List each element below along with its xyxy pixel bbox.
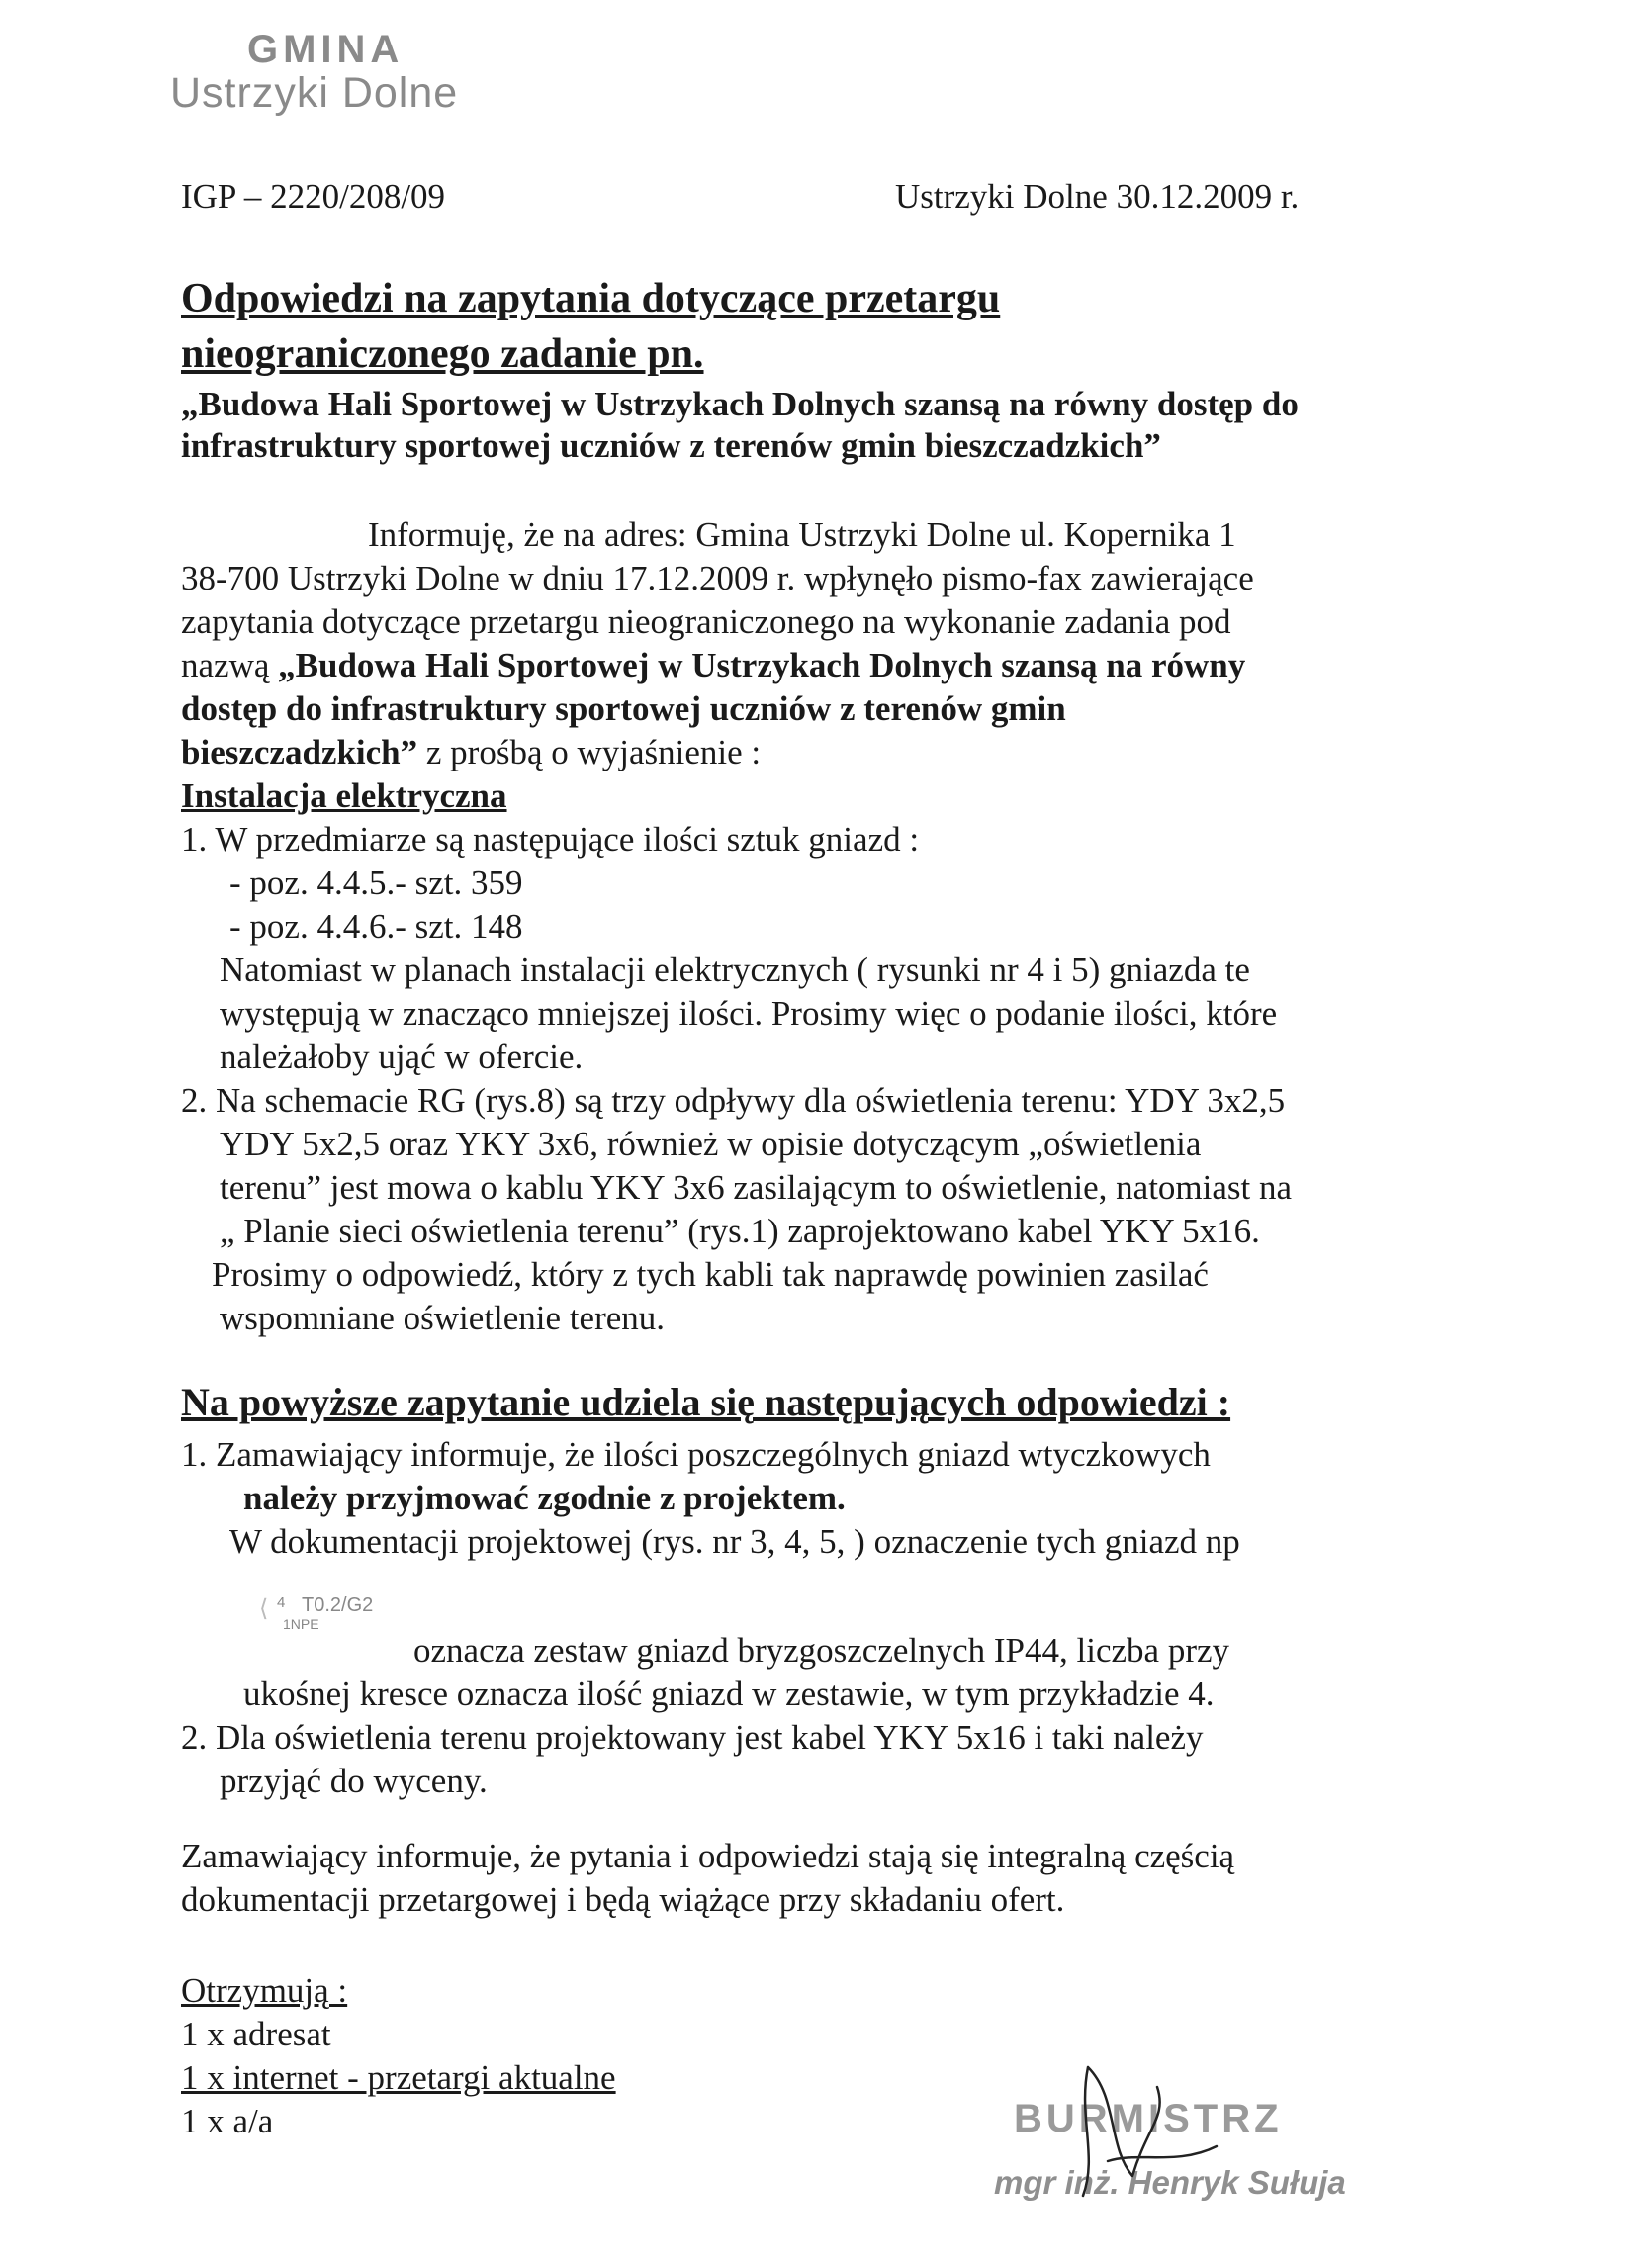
intro-line-6 (181, 732, 761, 773)
question-2-line-5: Prosimy o odpowiedź, który z tych kabli tak naprawdę powinien zasilać (212, 1255, 1209, 1294)
question-1-line-3: występują w znacząco mniejszej ilości. Prosimy więc o podanie ilości, które (220, 994, 1278, 1033)
question-2-line-2: YDY 5x2,5 oraz YKY 3x6, również w opisie dotyczącym „oświetlenia (220, 1125, 1202, 1163)
answer-1-line-1: 1. Zamawiający informuje, że ilości poszczególnych gniazd wtyczkowych (181, 1435, 1211, 1474)
socket-symbol-number: 4 (277, 1594, 286, 1611)
stamp-town: Ustrzyki Dolne (170, 69, 459, 117)
answer-2-line-1: 2. Dla oświetlenia terenu projektowany jest kabel YKY 5x16 i taki należy (181, 1718, 1204, 1757)
question-1-line-1: 1. W przedmiarze są następujące ilości sztuk gniazd : (181, 820, 920, 859)
signature-stamp: BURMISTRZ (1014, 2097, 1283, 2140)
intro-line-1: Informuję, że na adres: Gmina Ustrzyki Dolne ul. Kopernika 1 (368, 515, 1236, 554)
answer-1-line-3: W dokumentacji projektowej (rys. nr 3, 4, 5, ) oznaczenie tych gniazd np (229, 1522, 1240, 1561)
stamp-gmina: GMINA (247, 28, 405, 71)
socket-symbol-code: T0.2/G2 (302, 1594, 374, 1616)
intro-line-4 (181, 645, 1245, 686)
intro-line-6-bold: bieszczadzkich” (181, 733, 418, 771)
intro-line-4-plain: nazwą (181, 646, 279, 684)
recipients-title: Otrzymują : (181, 1971, 348, 2010)
place-date: Ustrzyki Dolne 30.12.2009 r. (895, 177, 1300, 216)
answer-1-line-4: oznacza zestaw gniazd bryzgoszczelnych IP44, liczba przy (413, 1631, 1230, 1670)
title-line-2: nieograniczonego zadanie pn. (181, 331, 704, 377)
question-1-line-2: Natomiast w planach instalacji elektrycznych ( rysunki nr 4 i 5) gniazda te (220, 951, 1250, 989)
answer-2-line-2: przyjąć do wyceny. (220, 1762, 488, 1800)
intro-line-2: 38-700 Ustrzyki Dolne w dniu 17.12.2009 r. wpłynęło pismo-fax zawierające (181, 559, 1254, 597)
question-2-line-1: 2. Na schemacie RG (rys.8) są trzy odpływy dla oświetlenia terenu: YDY 3x2,5 (181, 1081, 1286, 1120)
handwritten-signature (1048, 2057, 1226, 2206)
recipient-1: 1 x adresat (181, 2015, 331, 2053)
intro-line-3: zapytania dotyczące przetargu nieograniczonego na wykonanie zadania pod (181, 602, 1231, 641)
reference-number: IGP – 2220/208/09 (181, 177, 446, 216)
question-1-item-1: - poz. 4.4.5.- szt. 359 (229, 863, 523, 902)
recipient-2: 1 x internet - przetargi aktualne (181, 2058, 616, 2097)
answer-1-line-5: ukośnej kresce oznacza ilość gniazd w zestawie, w tym przykładzie 4. (243, 1675, 1215, 1713)
signature-name: mgr inż. Henryk Sułuja (994, 2164, 1346, 2201)
intro-line-6-plain: z prośbą o wyjaśnienie : (417, 733, 762, 771)
intro-line-4-bold: „Budowa Hali Sportowej w Ustrzykach Dolnych szansą na równy (278, 646, 1246, 684)
question-2-line-3: terenu” jest mowa o kablu YKY 3x6 zasilającym to oświetlenie, natomiast na (220, 1168, 1293, 1207)
answer-1-line-2: należy przyjmować zgodnie z projektem. (243, 1479, 846, 1517)
closing-line-2: dokumentacji przetargowej i będą wiążące przy składaniu ofert. (181, 1880, 1065, 1919)
subtitle-line-1: „Budowa Hali Sportowej w Ustrzykach Dolnych szansą na równy dostęp do (181, 385, 1299, 423)
question-2-line-6: wspomniane oświetlenie terenu. (220, 1299, 666, 1337)
title-line-1: Odpowiedzi na zapytania dotyczące przetargu (181, 276, 1001, 321)
recipient-3: 1 x a/a (181, 2102, 274, 2140)
answers-heading: Na powyższe zapytanie udziela się następujących odpowiedzi : (181, 1380, 1231, 1424)
question-2-line-4: „ Planie sieci oświetlenia terenu” (rys.1) zaprojektowano kabel YKY 5x16. (220, 1212, 1260, 1250)
socket-symbol-icon: ⟨ (259, 1595, 269, 1622)
section-title: Instalacja elektryczna (181, 776, 507, 815)
question-1-line-4: należałoby ująć w ofercie. (220, 1038, 584, 1076)
subtitle-line-2: infrastruktury sportowej uczniów z terenów gmin bieszczadzkich” (181, 426, 1161, 465)
intro-line-5: dostęp do infrastruktury sportowej uczniów z terenów gmin (181, 689, 1066, 728)
closing-line-1: Zamawiający informuje, że pytania i odpowiedzi stają się integralną częścią (181, 1837, 1235, 1875)
question-1-item-2: - poz. 4.4.6.- szt. 148 (229, 907, 523, 946)
socket-symbol-sub: 1NPE (283, 1616, 319, 1632)
